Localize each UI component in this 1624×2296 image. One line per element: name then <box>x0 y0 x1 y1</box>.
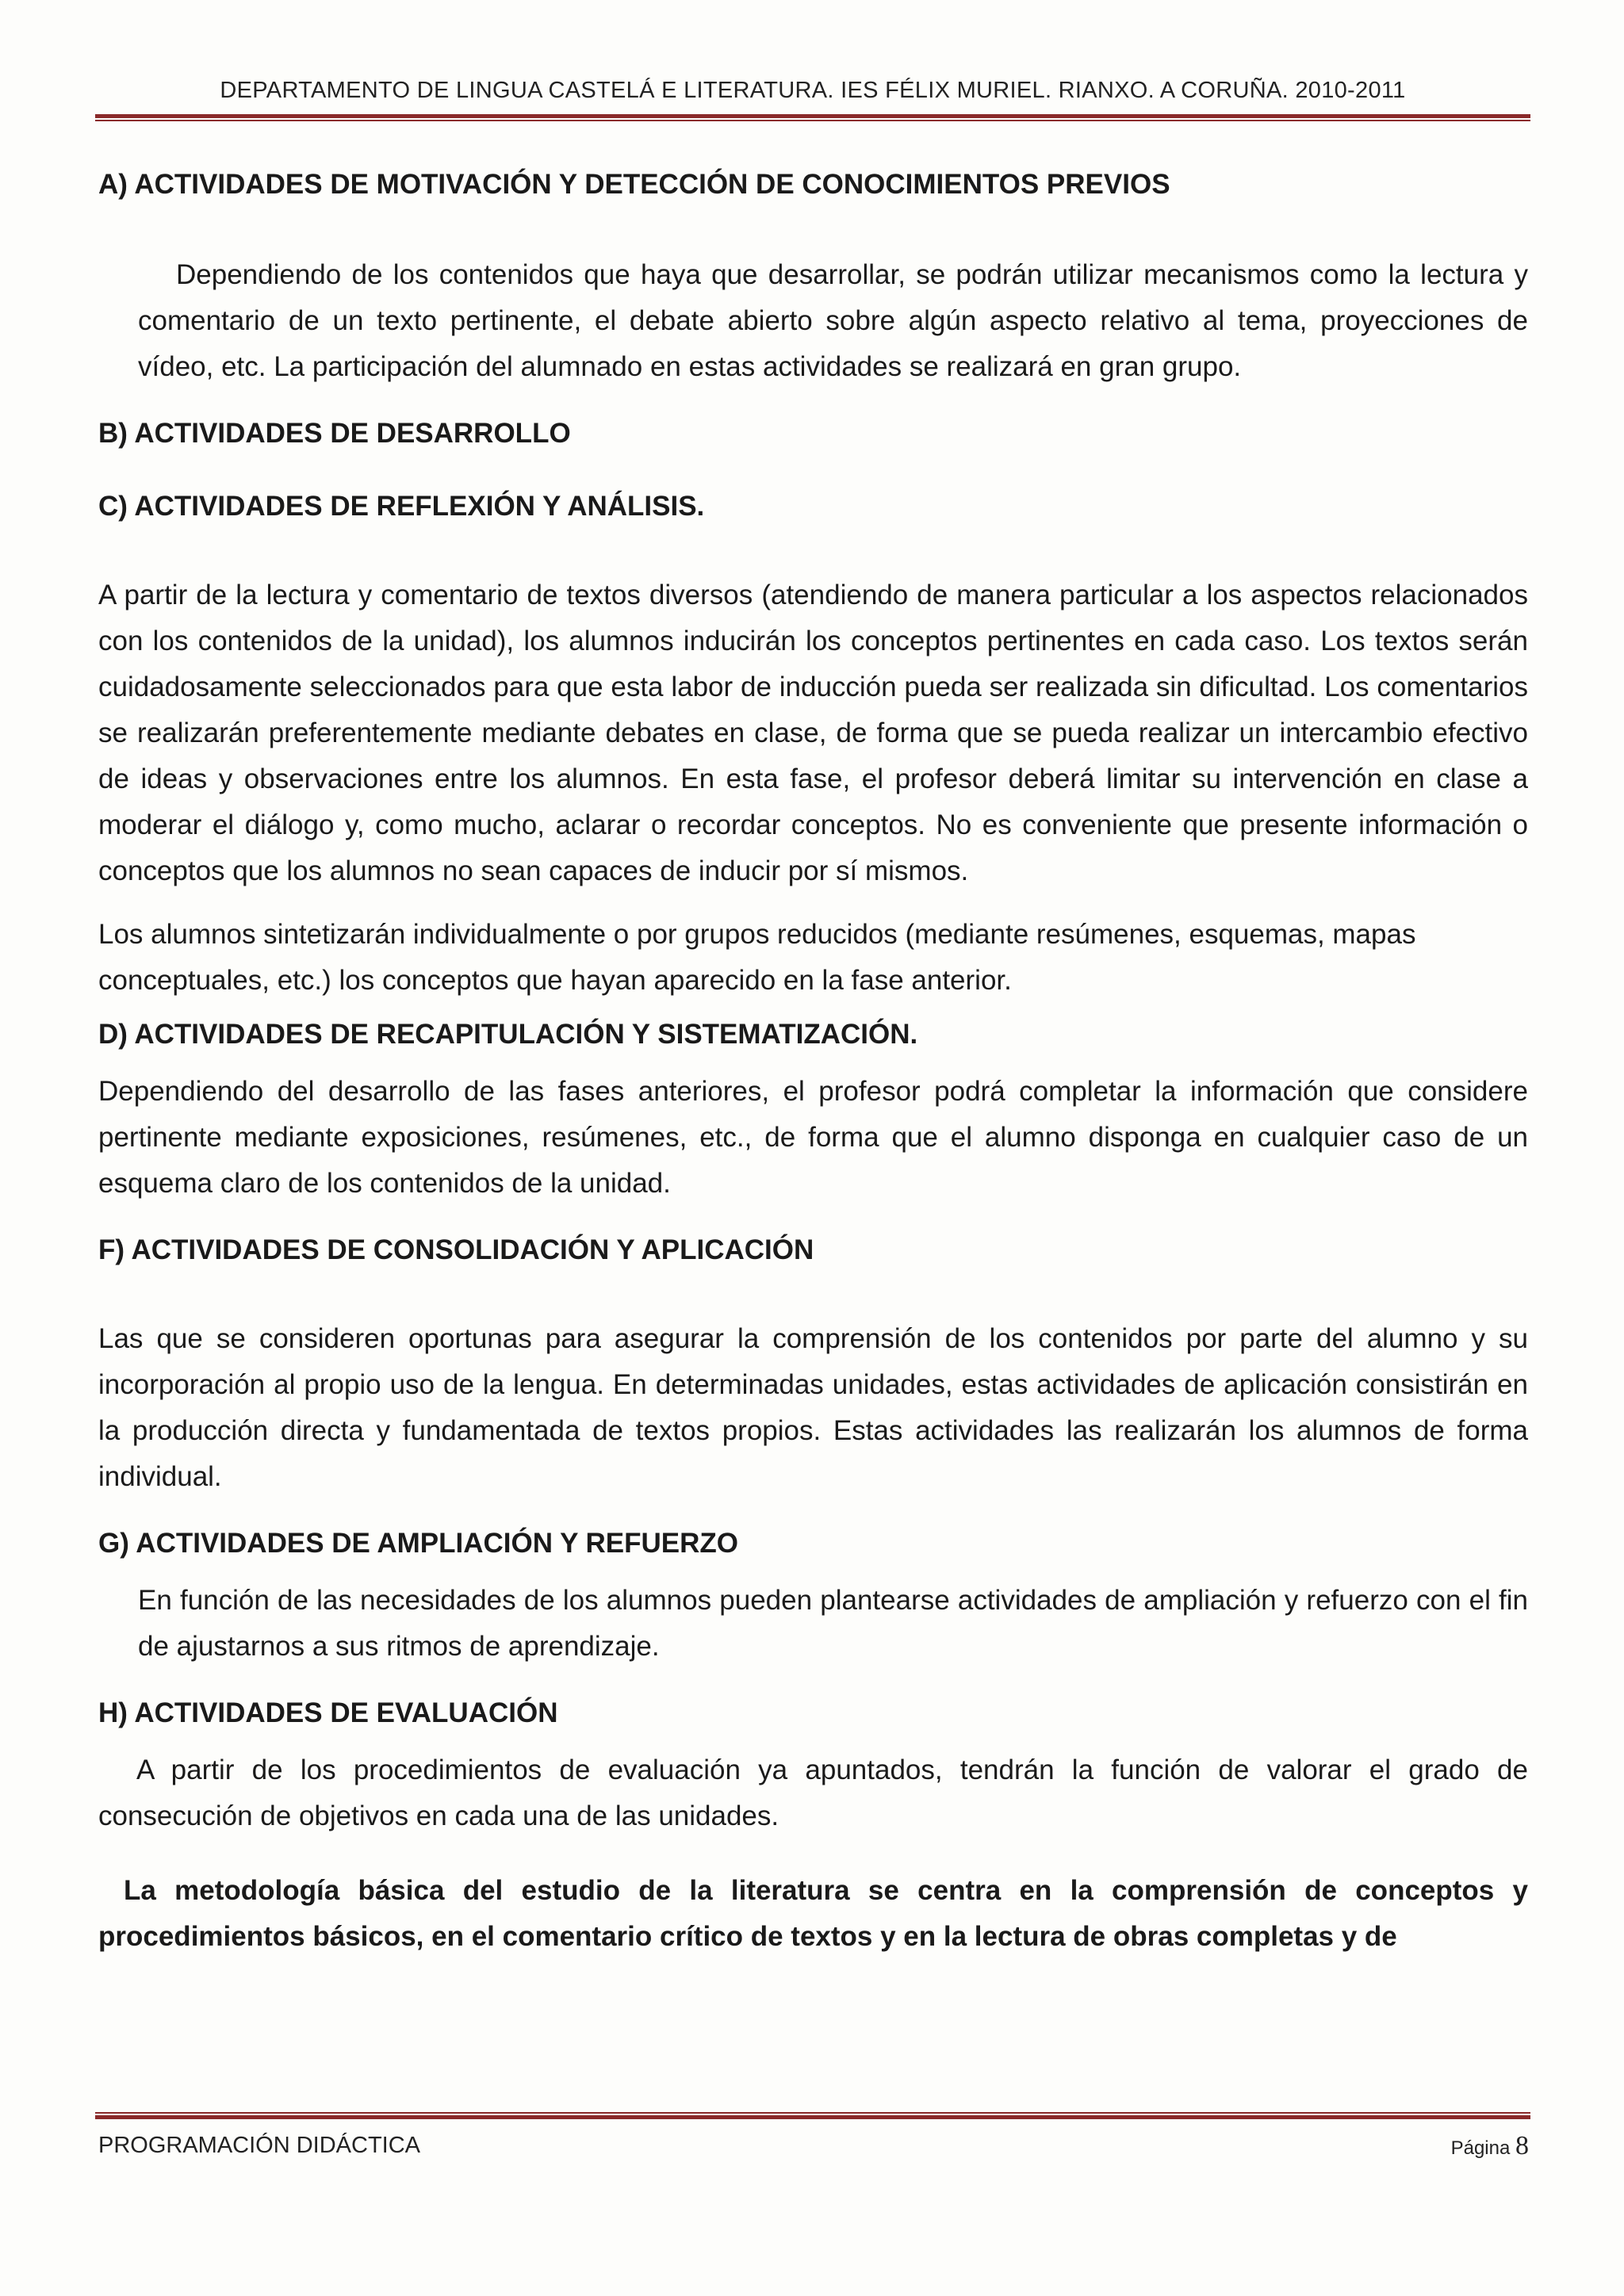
paragraph-section-g: En función de las necesidades de los alumnos pueden plantearse actividades de ampliación y refuerzo con el fin de ajustarnos a sus ritmos de aprendizaje. <box>138 1585 1528 1662</box>
footer-document-title: PROGRAMACIÓN DIDÁCTICA <box>98 2133 421 2158</box>
paragraph-section-a: Dependiendo de los contenidos que haya que desarrollar, se podrán utilizar mecanismos como la lectura y comentario de un texto pertinente, el debate abierto sobre algún aspecto relativo al tema, proyecciones de vídeo, etc. La participación del alumnado en estas actividades se realizará en gran grupo. <box>138 259 1528 382</box>
header-rule-thin <box>95 120 1530 121</box>
footer-page-label: Página <box>1450 2137 1511 2159</box>
heading-section-g: G) ACTIVIDADES DE AMPLIACIÓN Y REFUERZO <box>98 1528 738 1559</box>
heading-section-b: B) ACTIVIDADES DE DESARROLLO <box>98 418 571 449</box>
paragraph-section-c-1: A partir de la lectura y comentario de textos diversos (atendiendo de manera particular a los aspectos relacionados con los contenidos de la unidad), los alumnos inducirán los conceptos pertinentes en cada caso. Los textos serán cuidadosamente seleccionados para que esta labor de inducción pueda ser realizada sin dificultad. Los comentarios se realizarán preferentemente mediante debates en clase, de forma que se pueda realizar un intercambio efectivo de ideas y observaciones entre los alumnos. En esta fase, el profesor deberá limitar su intervención en clase a moderar el diálogo y, como mucho, aclarar o recordar conceptos. No es conveniente que presente información o conceptos que los alumnos no sean capaces de inducir por sí mismos. <box>98 580 1528 886</box>
page-header-title: DEPARTAMENTO DE LINGUA CASTELÁ E LITERATURA. IES FÉLIX MURIEL. RIANXO. A CORUÑA. 2010-2011 <box>220 78 1406 103</box>
heading-section-c: C) ACTIVIDADES DE REFLEXIÓN Y ANÁLISIS. <box>98 491 705 522</box>
heading-section-f: F) ACTIVIDADES DE CONSOLIDACIÓN Y APLICACIÓN <box>98 1234 814 1265</box>
paragraph-section-c-2: Los alumnos sintetizarán individualmente o por grupos reducidos (mediante resúmenes, esquemas, mapas conceptuales, etc.) los conceptos que hayan aparecido en la fase anterior. <box>98 919 1416 996</box>
footer-rule-thin <box>95 2112 1530 2114</box>
header-rule <box>95 114 1530 122</box>
document-body <box>98 165 1528 1960</box>
paragraph-section-f: Las que se consideren oportunas para asegurar la comprensión de los contenidos por parte del alumno y su incorporación al propio uso de la lengua. En determinadas unidades, estas actividades de aplicación consistirán en la producción directa y fundamentada de textos propios. Estas actividades las realizarán los alumnos de forma individual. <box>98 1323 1528 1492</box>
heading-section-d: D) ACTIVIDADES DE RECAPITULACIÓN Y SISTEMATIZACIÓN. <box>98 1019 918 1050</box>
footer-rule <box>95 2112 1530 2120</box>
paragraph-section-d: Dependiendo del desarrollo de las fases anteriores, el profesor podrá completar la información que considere pertinente mediante exposiciones, resúmenes, etc., de forma que el alumno disponga en cualquier caso de un esquema claro de los contenidos de la unidad. <box>98 1076 1528 1199</box>
heading-section-a: A) ACTIVIDADES DE MOTIVACIÓN Y DETECCIÓN DE CONOCIMIENTOS PREVIOS <box>98 169 1170 200</box>
paragraph-literature-methodology: La metodología básica del estudio de la literatura se centra en la comprensión de conceptos y procedimientos básicos, en el comentario crítico de textos y en la lectura de obras completas y de <box>98 1875 1528 1952</box>
paragraph-section-h: A partir de los procedimientos de evaluación ya apuntados, tendrán la función de valorar el grado de consecución de objetivos en cada una de las unidades. <box>98 1755 1528 1831</box>
footer-page-number: 8 <box>1515 2131 1529 2160</box>
header-rule-thick <box>95 114 1530 118</box>
footer-page-indicator <box>1451 2131 1529 2161</box>
heading-section-h: H) ACTIVIDADES DE EVALUACIÓN <box>98 1697 558 1728</box>
footer-rule-thick <box>95 2115 1530 2119</box>
